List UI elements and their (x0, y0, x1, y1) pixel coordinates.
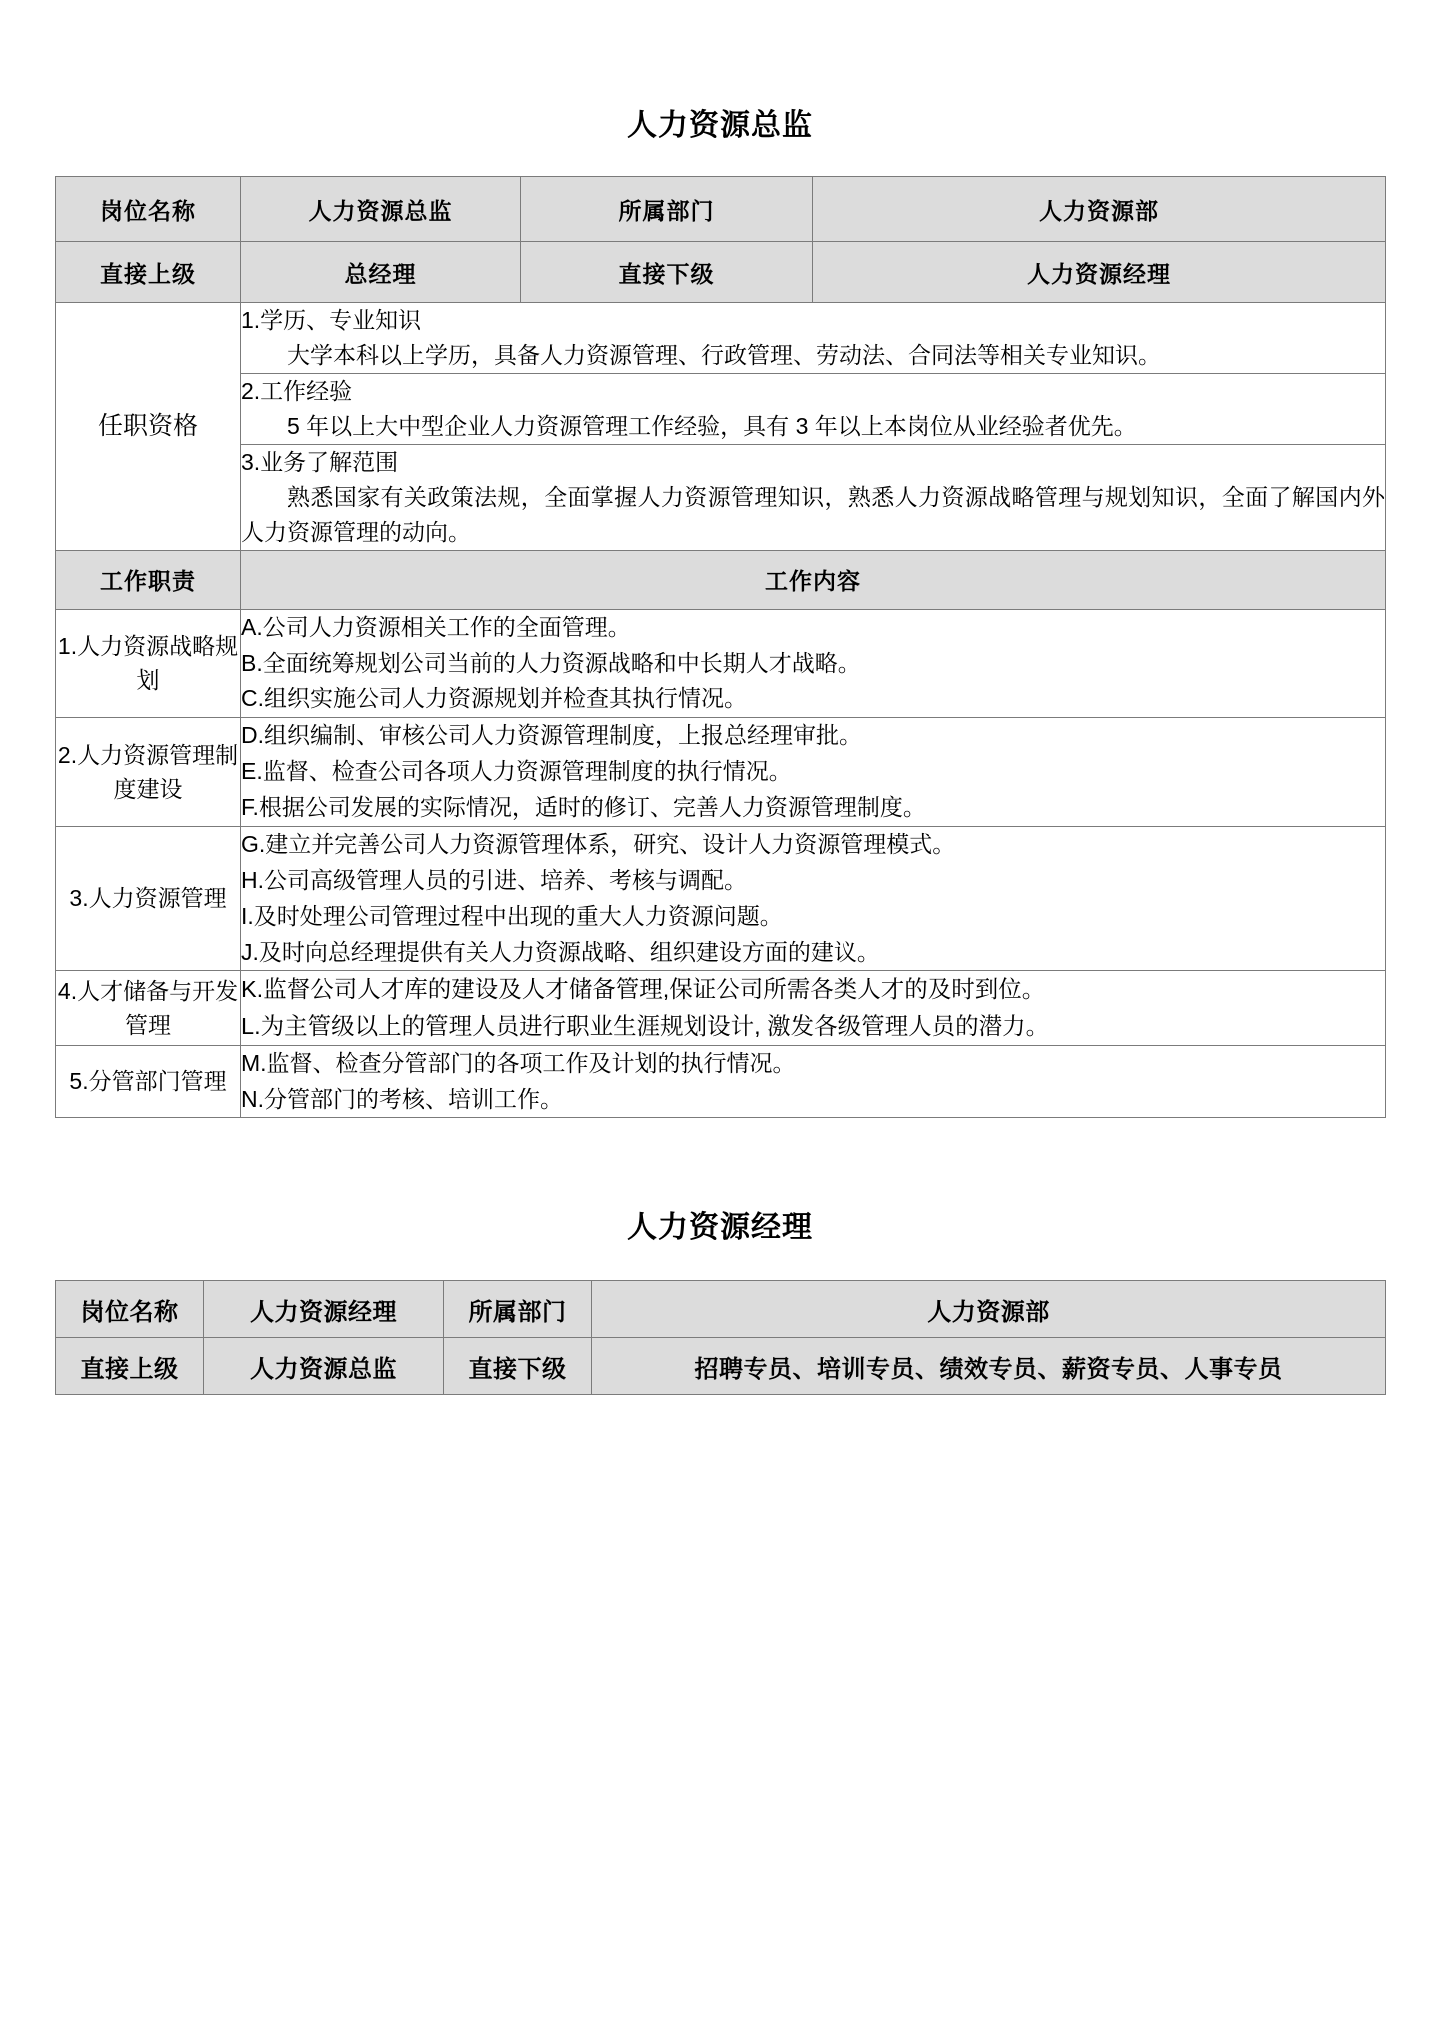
table-row (56, 242, 1386, 303)
value-direct-superior-2: 人力资源总监 (204, 1338, 444, 1395)
duty-item: E.监督、检查公司各项人力资源管理制度的执行情况。 (241, 758, 792, 785)
duty-item: M.监督、检查分管部门的各项工作及计划的执行情况。 (241, 1049, 796, 1076)
duty-item: D.组织编制、审核公司人力资源管理制度，上报总经理审批。 (241, 722, 862, 749)
duty-label-2: 2.人力资源管理制度建设 (56, 718, 241, 827)
page-bottom-spacer (55, 1395, 1385, 1455)
header-duty-content: 工作内容 (241, 550, 1386, 609)
table-row (56, 373, 1386, 444)
section2-title: 人力资源经理 (627, 1211, 813, 1245)
duty-item: J.及时向总经理提供有关人力资源战略、组织建设方面的建议。 (241, 938, 880, 965)
label-direct-superior-2: 直接上级 (56, 1338, 204, 1395)
table-row (56, 550, 1386, 609)
table-row (56, 971, 1386, 1045)
duty-item: C.组织实施公司人力资源规划并检查其执行情况。 (241, 685, 747, 712)
duty-item: I.及时处理公司管理过程中出现的重大人力资源问题。 (241, 902, 783, 929)
duty-body-4 (241, 971, 1386, 1045)
duty-body-3 (241, 826, 1386, 971)
qualification-heading-3: 3.业务了解范围 (241, 448, 399, 475)
table-row (56, 826, 1386, 971)
duty-label-3: 3.人力资源管理 (56, 826, 241, 971)
label-job-title: 岗位名称 (56, 177, 241, 242)
duty-body-2 (241, 718, 1386, 827)
duty-label-4: 4.人才储备与开发管理 (56, 971, 241, 1045)
label-job-title-2: 岗位名称 (56, 1281, 204, 1338)
value-department-2: 人力资源部 (592, 1281, 1386, 1338)
duty-item: N.分管部门的考核、培训工作。 (241, 1085, 563, 1112)
label-qualification: 任职资格 (56, 303, 241, 551)
table-row (56, 718, 1386, 827)
duty-item: G.建立并完善公司人力资源管理体系，研究、设计人力资源管理模式。 (241, 830, 956, 857)
value-direct-subordinate-2: 招聘专员、培训专员、绩效专员、薪资专员、人事专员 (592, 1338, 1386, 1395)
table-row (56, 177, 1386, 242)
label-direct-superior: 直接上级 (56, 242, 241, 303)
duty-label-5: 5.分管部门管理 (56, 1045, 241, 1118)
value-direct-subordinate: 人力资源经理 (813, 242, 1386, 303)
duty-label-1: 1.人力资源战略规划 (56, 609, 241, 718)
label-department-2: 所属部门 (444, 1281, 592, 1338)
qualification-body-2: 5 年以上大中型企业人力资源管理工作经验，具有 3 年以上本岗位从业经验者优先。 (287, 412, 1137, 439)
qualification-body-1: 大学本科以上学历，具备人力资源管理、行政管理、劳动法、合同法等相关专业知识。 (287, 341, 1161, 368)
duty-item: L.为主管级以上的管理人员进行职业生涯规划设计, 激发各级管理人员的潜力。 (241, 1013, 1050, 1040)
duty-item: F.根据公司发展的实际情况，适时的修订、完善人力资源管理制度。 (241, 794, 926, 821)
duty-body-1 (241, 609, 1386, 718)
duty-item: H.公司高级管理人员的引进、培养、考核与调配。 (241, 866, 747, 893)
duty-item: K.监督公司人才库的建设及人才储备管理,保证公司所需各类人才的及时到位。 (241, 976, 1046, 1003)
value-department: 人力资源部 (813, 177, 1386, 242)
table-row (56, 1281, 1386, 1338)
header-duty-category: 工作职责 (56, 550, 241, 609)
section1-title: 人力资源总监 (627, 109, 813, 142)
value-job-title: 人力资源总监 (241, 177, 521, 242)
label-department: 所属部门 (521, 177, 813, 242)
label-direct-subordinate: 直接下级 (521, 242, 813, 303)
qualification-heading-1: 1.学历、专业知识 (241, 307, 422, 333)
table-row (56, 609, 1386, 718)
qualification-cell-2 (241, 373, 1386, 444)
label-direct-subordinate-2: 直接下级 (444, 1338, 592, 1395)
hr-director-table (55, 176, 1386, 1118)
qualification-body-3: 熟悉国家有关政策法规，全面掌握人力资源管理知识，熟悉人力资源战略管理与规划知识，全面了解国内外人力资源管理的动向。 (241, 483, 1385, 545)
duty-body-5 (241, 1045, 1386, 1118)
table-row (56, 303, 1386, 374)
value-job-title-2: 人力资源经理 (204, 1281, 444, 1338)
table-row (56, 1338, 1386, 1395)
duty-item: B.全面统筹规划公司当前的人力资源战略和中长期人才战略。 (241, 649, 861, 676)
qualification-heading-2: 2.工作经验 (241, 377, 353, 404)
table-row (56, 1045, 1386, 1118)
hr-manager-table (55, 1280, 1386, 1395)
table-row (56, 444, 1386, 550)
value-direct-superior: 总经理 (241, 242, 521, 303)
qualification-cell-1 (241, 303, 1386, 374)
qualification-cell-3 (241, 444, 1386, 550)
duty-item: A.公司人力资源相关工作的全面管理。 (241, 613, 631, 640)
